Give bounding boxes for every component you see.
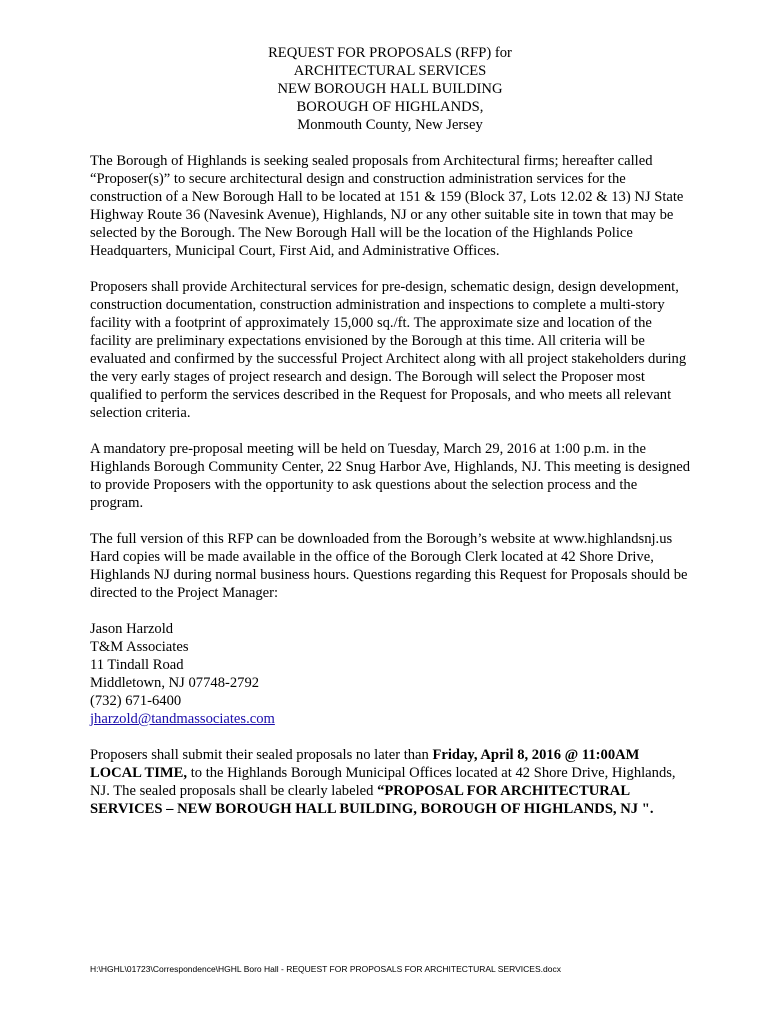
title-line-3: NEW BOROUGH HALL BUILDING [277, 81, 503, 97]
contact-email-link[interactable]: jharzold@tandmassociates.com [90, 711, 275, 727]
contact-street: 11 Tindall Road [90, 657, 184, 673]
title-line-4: BOROUGH OF HIGHLANDS, [296, 99, 484, 115]
contact-city: Middletown, NJ 07748-2792 [90, 675, 260, 691]
contact-phone: (732) 671-6400 [90, 693, 182, 709]
meeting-paragraph: A mandatory pre-proposal meeting will be held on Tuesday, March 29, 2016 at 1:00 p.m. in the Highlands Borough Community Center, 22 Snug Harbor Ave, Highlands, NJ. This meeting is designed to provide Proposers with the opportunity to ask questions about the selection process and the program. [90, 441, 691, 511]
submission-paragraph [90, 746, 690, 818]
services-paragraph: Proposers shall provide Architectural services for pre-design, schematic design, design development, construction documentation, construction administration and inspections to complete a multi-story facility with a footprint of approximately 15,000 sq./ft. The approximate size and location of the facility are preliminary expectations envisioned by the Borough at this time. All criteria will be evaluated and confirmed by the successful Project Architect along with all project stakeholders during the very early stages of project research and design. The Borough will select the Proposer most qualified to perform the services described in the Request for Proposals, and who meets all relevant selection criteria. [90, 279, 687, 421]
submission-middle: to the Highlands Borough Municipal Offices located at 42 Shore Drive, Highlands, NJ. The sealed proposals shall be clearly labeled [90, 765, 676, 799]
contact-company: T&M Associates [90, 639, 189, 655]
title-line-5: Monmouth County, New Jersey [297, 117, 483, 133]
submission-deadline: Friday, April 8, 2016 @ 11:00AM LOCAL TIME, [90, 747, 640, 781]
download-paragraph: The full version of this RFP can be downloaded from the Borough’s website at www.highlandsnj.us Hard copies will be made available in the office of the Borough Clerk located at 42 Shore Drive, Highlands NJ during normal business hours. Questions regarding this Request for Proposals should be directed to the Project Manager: [90, 531, 688, 601]
contact-name: Jason Harzold [90, 621, 174, 637]
intro-paragraph: The Borough of Highlands is seeking sealed proposals from Architectural firms; hereafter called “Proposer(s)” to secure architectural design and construction administration services for the construction of a New Borough Hall to be located at 151 & 159 (Block 37, Lots 12.02 & 13) NJ State Highway Route 36 (Navesink Avenue), Highlands, NJ or any other suitable site in town that may be selected by the Borough. The New Borough Hall will be the location of the Highlands Police Headquarters, Municipal Court, First Aid, and Administrative Offices. [90, 153, 684, 259]
document-title-block [90, 44, 690, 134]
submission-lead: Proposers shall submit their sealed proposals no later than [90, 747, 433, 763]
submission-label: “PROPOSAL FOR ARCHITECTURAL SERVICES – NEW BOROUGH HALL BUILDING, BOROUGH OF HIGHLANDS, NJ ". [90, 783, 654, 817]
file-path-footer: H:\HGHL\01723\Correspondence\HGHL Boro Hall - REQUEST FOR PROPOSALS FOR ARCHITECTURAL SERVICES.docx [90, 964, 561, 974]
contact-block [90, 620, 690, 728]
title-line-2: ARCHITECTURAL SERVICES [293, 63, 487, 79]
title-line-1: REQUEST FOR PROPOSALS (RFP) for [268, 45, 512, 61]
document-page [90, 44, 690, 836]
